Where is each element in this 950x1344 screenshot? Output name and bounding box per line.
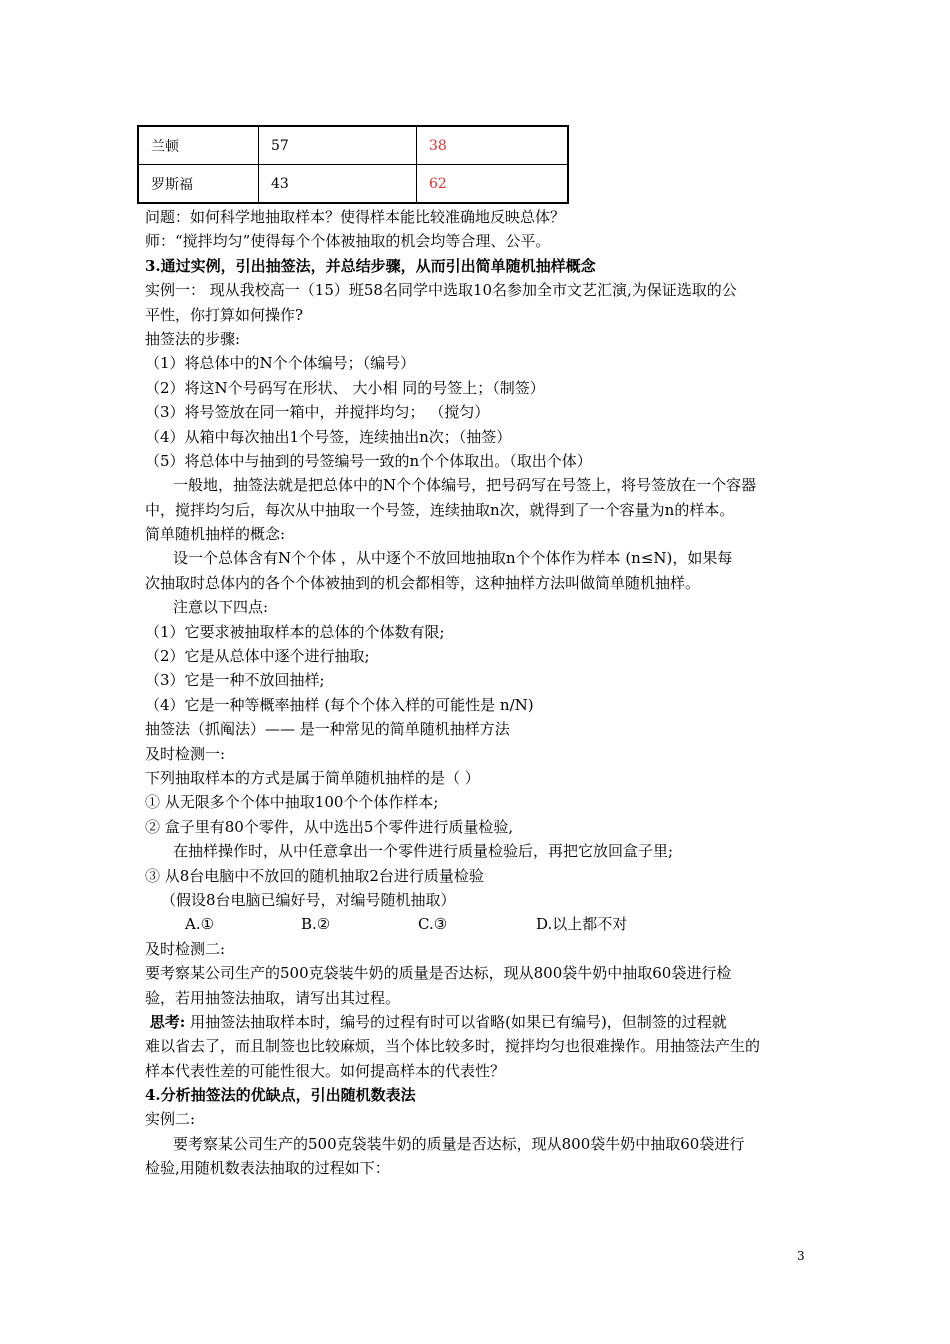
text-line: 检验,用随机数表法抽取的过程如下： xyxy=(145,1159,390,1178)
text-line: 注意以下四点: xyxy=(173,598,269,617)
text-line: （2）将这N个号码写在形状、 大小相 同的号签上；（制签） xyxy=(145,378,545,397)
text-line: （3）它是一种不放回抽样; xyxy=(145,671,325,690)
table-cell: 62 xyxy=(417,165,569,204)
table-cell: 兰顿 xyxy=(138,126,259,165)
answer-options xyxy=(145,912,815,936)
text-line: 设一个总体含有N个个体 ，从中逐个不放回地抽取n个个体作为样本 (n≤N)，如果每 xyxy=(173,549,733,568)
text-line: 及时检测一: xyxy=(145,744,226,763)
text-line: 要考察某公司生产的500克袋装牛奶的质量是否达标，现从800袋牛奶中抽取60袋进行检 xyxy=(145,964,732,983)
text-line: 中，搅拌均匀后，每次从中抽取一个号签，连续抽取n次，就得到了一个容量为n的样本。 xyxy=(145,500,735,519)
text-line: （1）将总体中的N个个体编号；（编号） xyxy=(145,354,416,373)
text-line: 样本代表性差的可能性很大。如何提高样本的代表性？ xyxy=(145,1061,506,1080)
comparison-table xyxy=(137,125,569,204)
text-line: ③ 从8台电脑中不放回的随机抽取2台进行质量检验 xyxy=(145,866,484,885)
text-line: 师：“搅拌均匀”使得每个个体被抽取的机会均等合理、公平。 xyxy=(145,232,551,251)
text-line: 抽签法的步骤: xyxy=(145,329,241,348)
option-d: D.以上都不对 xyxy=(536,915,628,934)
text-line: （4）从箱中每次抽出1个号签，连续抽出n次；（抽签） xyxy=(145,427,512,446)
text-line: 下列抽取样本的方式是属于简单随机抽样的是（ ） xyxy=(145,768,480,787)
table-cell: 罗斯福 xyxy=(138,165,259,204)
table-cell: 38 xyxy=(417,126,569,165)
text-line: （3）将号签放在同一箱中，并搅拌均匀； （搅匀） xyxy=(145,403,490,422)
text-line: 要考察某公司生产的500克袋装牛奶的质量是否达标，现从800袋牛奶中抽取60袋进行 xyxy=(173,1134,745,1153)
text-line: 及时检测二: xyxy=(145,939,226,958)
text-line: （4）它是一种等概率抽样 (每个个体入样的可能性是 n/N) xyxy=(145,695,534,714)
option-c: C.③ xyxy=(418,915,448,934)
think-line xyxy=(145,1010,815,1034)
text-line: 实例二: xyxy=(145,1110,196,1129)
text-line: 抽签法（抓阄法）—— 是一种常见的简单随机抽样方法 xyxy=(145,720,510,739)
text-line: 简单随机抽样的概念: xyxy=(145,525,286,544)
text-line: （1）它要求被抽取样本的总体的个体数有限; xyxy=(145,622,445,641)
option-b: B.② xyxy=(301,915,331,934)
option-a: A.① xyxy=(185,915,215,934)
text-line: ② 盒子里有80个零件，从中选出5个零件进行质量检验, xyxy=(145,817,514,836)
text-line: ① 从无限多个个体中抽取100个个体作样本; xyxy=(145,793,439,812)
text-line: （2）它是从总体中逐个进行抽取; xyxy=(145,647,370,666)
text-line: 平性，你打算如何操作? xyxy=(145,305,304,324)
text-line: 一般地，抽签法就是把总体中的N个个体编号，把号码写在号签上，将号签放在一个容器 xyxy=(173,476,757,495)
text-line: （5）将总体中与抽到的号签编号一致的n个个体取出。（取出个体） xyxy=(145,451,592,470)
section-heading: 4.分析抽签法的优缺点，引出随机数表法 xyxy=(145,1086,416,1105)
page-number: 3 xyxy=(797,1249,805,1263)
text-line: 问题：如何科学地抽取样本？使得样本能比较准确地反映总体？ xyxy=(145,208,566,226)
section-heading: 3.通过实例，引出抽签法，并总结步骤，从而引出简单随机抽样概念 xyxy=(145,256,596,275)
table-cell: 43 xyxy=(259,165,417,204)
text-line: 在抽样操作时，从中任意拿出一个零件进行质量检验后，再把它放回盒子里; xyxy=(173,842,674,861)
think-text: 用抽签法抽取样本时，编号的过程有时可以省略(如果已有编号)，但制签的过程就 xyxy=(185,1012,727,1031)
table-cell: 57 xyxy=(259,126,417,165)
document-body xyxy=(145,205,815,1181)
table-row xyxy=(138,165,568,204)
text-line: 验，若用抽签法抽取，请写出其过程。 xyxy=(145,988,401,1007)
text-line: 次抽取时总体内的各个个体被抽到的机会都相等，这种抽样方法叫做简单随机抽样。 xyxy=(145,573,701,592)
text-line: 实例一： 现从我校高一（15）班58名同学中选取10名参加全市文艺汇演,为保证选取的公 xyxy=(145,281,737,300)
text-line: （假设8台电脑已编好号，对编号随机抽取） xyxy=(161,890,456,909)
table-row xyxy=(138,126,568,165)
text-line: 难以省去了，而且制签也比较麻烦，当个体比较多时，搅拌均匀也很难操作。用抽签法产生的 xyxy=(145,1037,761,1056)
think-label: 思考: xyxy=(149,1012,186,1031)
